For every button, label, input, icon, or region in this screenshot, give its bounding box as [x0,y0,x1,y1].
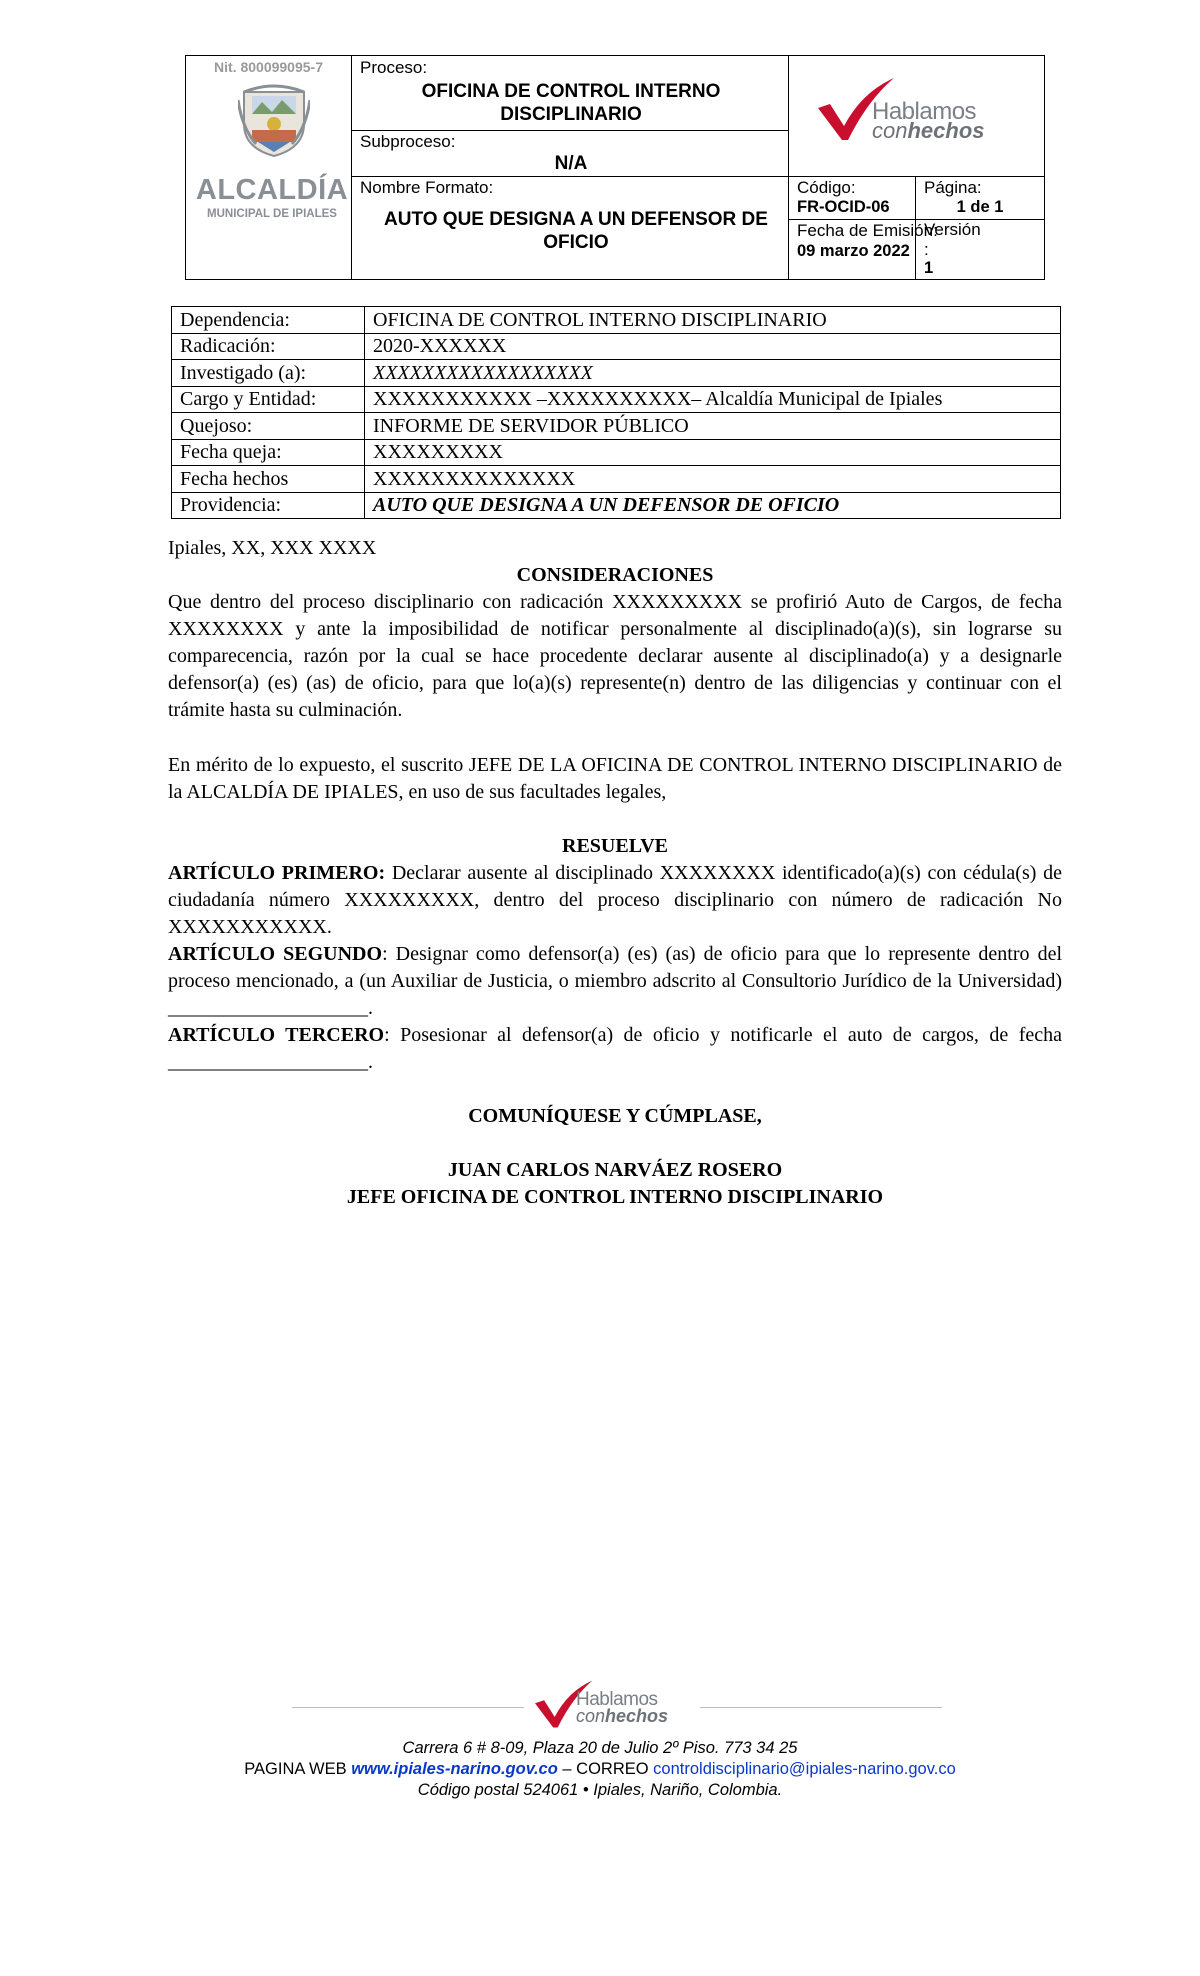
row-value: AUTO QUE DESIGNA A UN DEFENSOR DE OFICIO [365,492,1061,519]
footer-brand-word-1: Hablamos [576,1689,658,1710]
proceso-value: OFICINA DE CONTROL INTERNO DISCIPLINARIO [421,81,721,125]
row-label: Radicación: [172,333,365,360]
table-row [172,492,1061,519]
row-label: Investigado (a): [172,360,365,387]
article-second [168,941,1062,1022]
subproceso-label: Subproceso: [360,132,456,151]
nombre-formato-label: Nombre Formato: [360,178,494,197]
considerations-paragraph: Que dentro del proceso disciplinario con radicación XXXXXXXXX se profirió Auto de Cargos, de fecha XXXXXXXX y ante la imposibilidad de notificar personalmente al disciplinado(a)(s), sin lograrse su comparecencia, razón por la cual se hace procedente declarar ausente al disciplinado(a) y a designarle defensor(a) (es) (as) de oficio, para que lo(a)(s) represente(n) dentro de las diligencias y continuar con el trámite hasta su culminación. [168,591,1062,721]
document-header [185,55,1045,280]
table-row [172,413,1061,440]
proceso-label: Proceso: [360,58,428,77]
row-label: Fecha queja: [172,439,365,466]
footer-mail-link[interactable]: controldisciplinario@ipiales-narino.gov.co [653,1760,956,1778]
table-row [172,307,1061,334]
footer-address: Carrera 6 # 8-09, Plaza 20 de Julio 2º Piso. 773 34 25 [402,1739,798,1757]
row-label: Fecha hechos [172,466,365,493]
fecha-value: 09 marzo 2022 [797,242,910,260]
row-value: XXXXXXXXXXXXXXXXXX [365,360,1061,387]
table-row [172,360,1061,387]
table-row [172,333,1061,360]
article-first-label: ARTÍCULO PRIMERO: [168,862,386,884]
nit-text: Nit. 800099095-7 [214,59,323,75]
resuelve-title: RESUELVE [562,835,668,857]
row-value: XXXXXXXXX [365,439,1061,466]
footer-brand-logo [532,1677,702,1737]
article-first [168,860,1062,941]
version-value: 1 [924,259,934,277]
municipal-crest-icon [238,78,310,158]
closing-text: COMUNÍQUESE Y CÚMPLASE, [468,1105,762,1127]
version-label: Versión [924,220,981,239]
pagina-value: 1 de 1 [956,198,1004,216]
logo-name: ALCALDÍA [195,174,349,206]
logo-subtitle: MUNICIPAL DE IPIALES [207,208,337,220]
logo-cell [186,56,351,279]
footer-postal: Código postal 524061 • Ipiales, Nariño, Colombia. [417,1781,783,1799]
table-row [172,466,1061,493]
row-value: INFORME DE SERVIDOR PÚBLICO [365,413,1061,440]
signer-title: JEFE OFICINA DE CONTROL INTERNO DISCIPLINARIO [346,1186,884,1208]
merit-paragraph: En mérito de lo expuesto, el suscrito JEFE DE LA OFICINA DE CONTROL INTERNO DISCIPLINARIO de la ALCALDÍA DE IPIALES, en uso de sus facultades legales, [168,754,1062,803]
codigo-label: Código: [797,178,856,197]
subproceso-value: N/A [554,153,588,174]
considerations-title: CONSIDERACIONES [516,564,714,586]
brand-word-1: Hablamos [872,98,977,125]
signer-name: JUAN CARLOS NARVÁEZ ROSERO [447,1159,783,1181]
case-data-table [171,306,1061,519]
codigo-value: FR-OCID-06 [797,198,890,216]
pagina-label: Página: [924,178,982,197]
row-label: Quejoso: [172,413,365,440]
table-row [172,439,1061,466]
nombre-formato-value: AUTO QUE DESIGNA A UN DEFENSOR DE OFICIO [384,209,768,253]
footer-brand-word-3: hechos [605,1706,669,1726]
brand-word-2: con [872,118,908,143]
version-colon: : [924,240,929,259]
footer-web-label: PAGINA WEB [244,1760,352,1778]
footer-web-link[interactable]: www.ipiales-narino.gov.co [351,1760,558,1778]
brand-word-3: hechos [907,118,985,143]
article-second-text: : Designar como defensor(a) (es) (as) de oficio para que lo represente dentro del proceso mencionado, a (un Auxiliar de Justicia, o miembro adscrito al Consultorio Jurídico de la Universidad) ____________________. [168,943,1063,1019]
row-value: 2020-XXXXXX [365,333,1061,360]
table-row [172,386,1061,413]
article-third-text: : Posesionar al defensor(a) de oficio y notificarle el auto de cargos, de fecha ____________________. [168,1024,1062,1073]
article-third [168,1022,1062,1076]
footer-divider-left [292,1707,524,1708]
footer-contact [0,1759,1200,1780]
row-value: XXXXXXXXXXX –XXXXXXXXXX– Alcaldía Municipal de Ipiales [365,386,1061,413]
brand-logo [814,74,1024,154]
footer-divider-right [700,1707,942,1708]
footer-mail-label: – CORREO [557,1760,654,1778]
row-label: Providencia: [172,492,365,519]
row-value: OFICINA DE CONTROL INTERNO DISCIPLINARIO [365,307,1061,334]
row-label: Cargo y Entidad: [172,386,365,413]
row-value: XXXXXXXXXXXXXX [365,466,1061,493]
article-second-label: ARTÍCULO SEGUNDO [168,943,383,965]
row-label: Dependencia: [172,307,365,334]
fecha-label: Fecha de Emisión: [797,221,938,240]
place-date: Ipiales, XX, XXX XXXX [168,537,377,559]
article-third-label: ARTÍCULO TERCERO [168,1024,385,1046]
footer-brand-word-2: con [576,1706,606,1726]
article-first-text: Declarar ausente al disciplinado XXXXXXXX identificado(a)(s) con cédula(s) de ciudadanía número XXXXXXXXX, dentro del proceso disciplinario con número de radicación No XXXXXXXXXXX. [168,862,1063,938]
